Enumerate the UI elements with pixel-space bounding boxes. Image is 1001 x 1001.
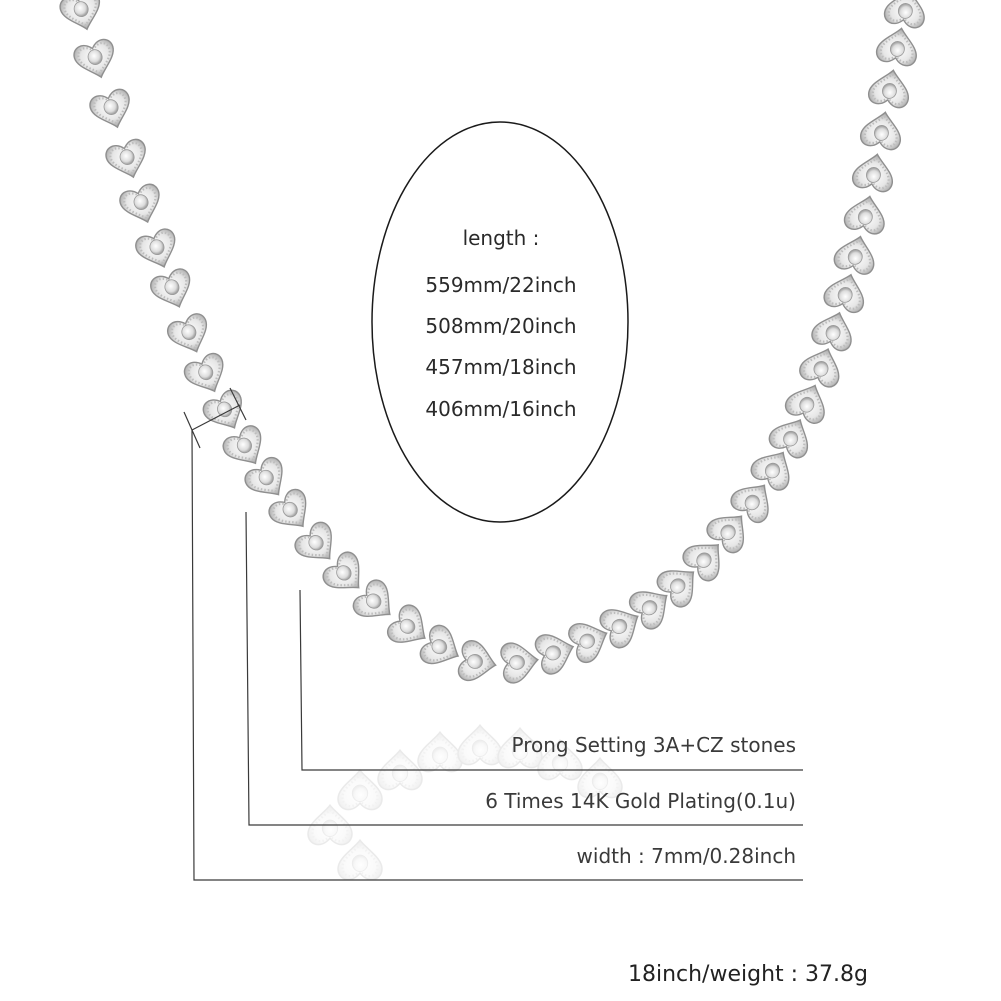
spec-width: width : 7mm/0.28inch: [576, 844, 796, 868]
heart-link: [875, 24, 921, 67]
length-option-22: 559mm/22inch: [425, 273, 577, 297]
heart-link: [883, 0, 930, 30]
heart-link: [457, 639, 499, 685]
heart-link: [88, 87, 137, 133]
length-option-20: 508mm/20inch: [425, 314, 577, 338]
heart-link-chain: [58, 0, 929, 685]
heart-link: [148, 266, 198, 314]
heart-link: [58, 0, 106, 35]
heart-link: [338, 770, 382, 809]
heart-link: [72, 37, 121, 83]
heart-link: [867, 67, 913, 110]
spec-plating: 6 Times 14K Gold Plating(0.1u): [485, 789, 796, 813]
heart-link: [117, 182, 166, 229]
length-heading: length :: [462, 226, 540, 250]
weight-label: 18inch/weight : 37.8g: [627, 962, 868, 987]
heart-link: [104, 137, 153, 183]
heart-link: [500, 640, 541, 684]
spec-stones: Prong Setting 3A+CZ stones: [511, 733, 796, 757]
heart-link: [851, 151, 897, 194]
heart-link: [859, 109, 905, 152]
heart-link: [822, 269, 870, 315]
heart-link: [832, 232, 880, 277]
heart-link: [418, 732, 462, 771]
heart-link: [338, 840, 382, 879]
heart-link: [165, 311, 215, 359]
length-option-16: 406mm/16inch: [425, 397, 577, 421]
length-option-18: 457mm/18inch: [425, 355, 577, 379]
heart-link: [458, 725, 502, 764]
heart-link: [133, 226, 183, 273]
heart-link: [809, 307, 858, 353]
heart-link: [843, 192, 890, 236]
